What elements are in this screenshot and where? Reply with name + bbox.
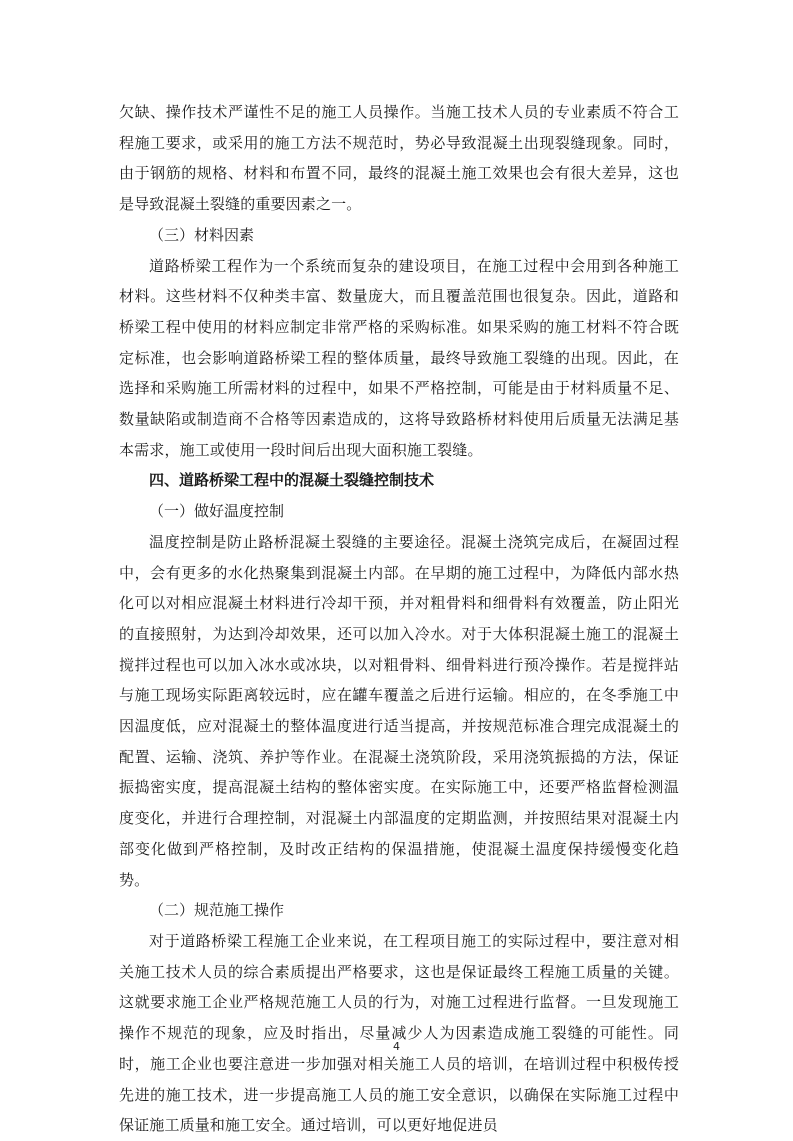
section-heading-crack-control: 四、道路桥梁工程中的混凝土裂缝控制技术: [149, 471, 435, 490]
subheading-standardized-operation: （二）规范施工操作: [149, 901, 285, 920]
page-body: [119, 97, 679, 1141]
subheading-material-factors: （三）材料因素: [149, 225, 255, 244]
page-number: 4: [393, 1040, 400, 1053]
paragraph-standardized-operation: 对于道路桥梁工程施工企业来说，在工程项目施工的实际过程中，要注意对相关施工技术人员的综合素质提出严格要求，这也是保证最终工程施工质量的关键。这就要求施工企业严格规范施工人员的行为，对施工过程进行监督。一旦发现施工操作不规范的现象，应及时指出，尽量减少人为因素造成施工裂缝的可能性。同时，施工企业也要注意进一步加强对相关施工人员的培训，在培训过程中积极传授先进的施工技术，进一步提高施工人员的施工安全意识，以确保在实际施工过程中保证施工质量和施工安全。通过培训，可以更好地促进员: [119, 931, 679, 1135]
subheading-temperature-control: （一）做好温度控制: [149, 502, 285, 521]
paragraph-temperature-control: 温度控制是防止路桥混凝土裂缝的主要途径。混凝土浇筑完成后，在凝固过程中，会有更多的水化热聚集到混凝土内部。在早期的施工过程中，为降低内部水热化可以对相应混凝土材料进行冷却干预，并对粗骨料和细骨料有效覆盖，防止阳光的直接照射，为达到冷却效果，还可以加入冷水。对于大体积混凝土施工的混凝土搅拌过程也可以加入冰水或冰块，以对粗骨料、细骨料进行预冷操作。若是搅拌站与施工现场实际距离较远时，应在罐车覆盖之后进行运输。相应的，在冬季施工中因温度低，应对混凝土的整体温度进行适当提高，并按规范标准合理完成混凝土的配置、运输、浇筑、养护等作业。在混凝土浇筑阶段，采用浇筑振捣的方法，保证振捣密实度，提高混凝土结构的整体密实度。在实际施工中，还要严格监督检测温度变化，并进行合理控制，对混凝土内部温度的定期监测，并按照结果对混凝土内部变化做到严格控制，及时改正结构的保温措施，使混凝土温度保持缓慢变化趋势。: [119, 532, 679, 889]
paragraph-material-factors: 道路桥梁工程作为一个系统而复杂的建设项目，在施工过程中会用到各种施工材料。这些材料不仅种类丰富、数量庞大，而且覆盖范围也很复杂。因此，道路和桥梁工程中使用的材料应制定非常严格的采购标准。如果采购的施工材料不符合既定标准，也会影响道路桥梁工程的整体质量，最终导致施工裂缝的出现。因此，在选择和采购施工所需材料的过程中，如果不严格控制，可能是由于材料质量不足、数量缺陷或制造商不合格等因素造成的，这将导致路桥材料使用后质量无法满足基本需求，施工或使用一段时间后出现大面积施工裂缝。: [119, 256, 679, 459]
paragraph-continuation: 欠缺、操作技术严谨性不足的施工人员操作。当施工技术人员的专业素质不符合工程施工要求，或采用的施工方法不规范时，势必导致混凝土出现裂缝现象。同时，由于钢筋的规格、材料和布置不同，最终的混凝土施工效果也会有很大差异，这也是导致混凝土裂缝的重要因素之一。: [119, 103, 679, 214]
